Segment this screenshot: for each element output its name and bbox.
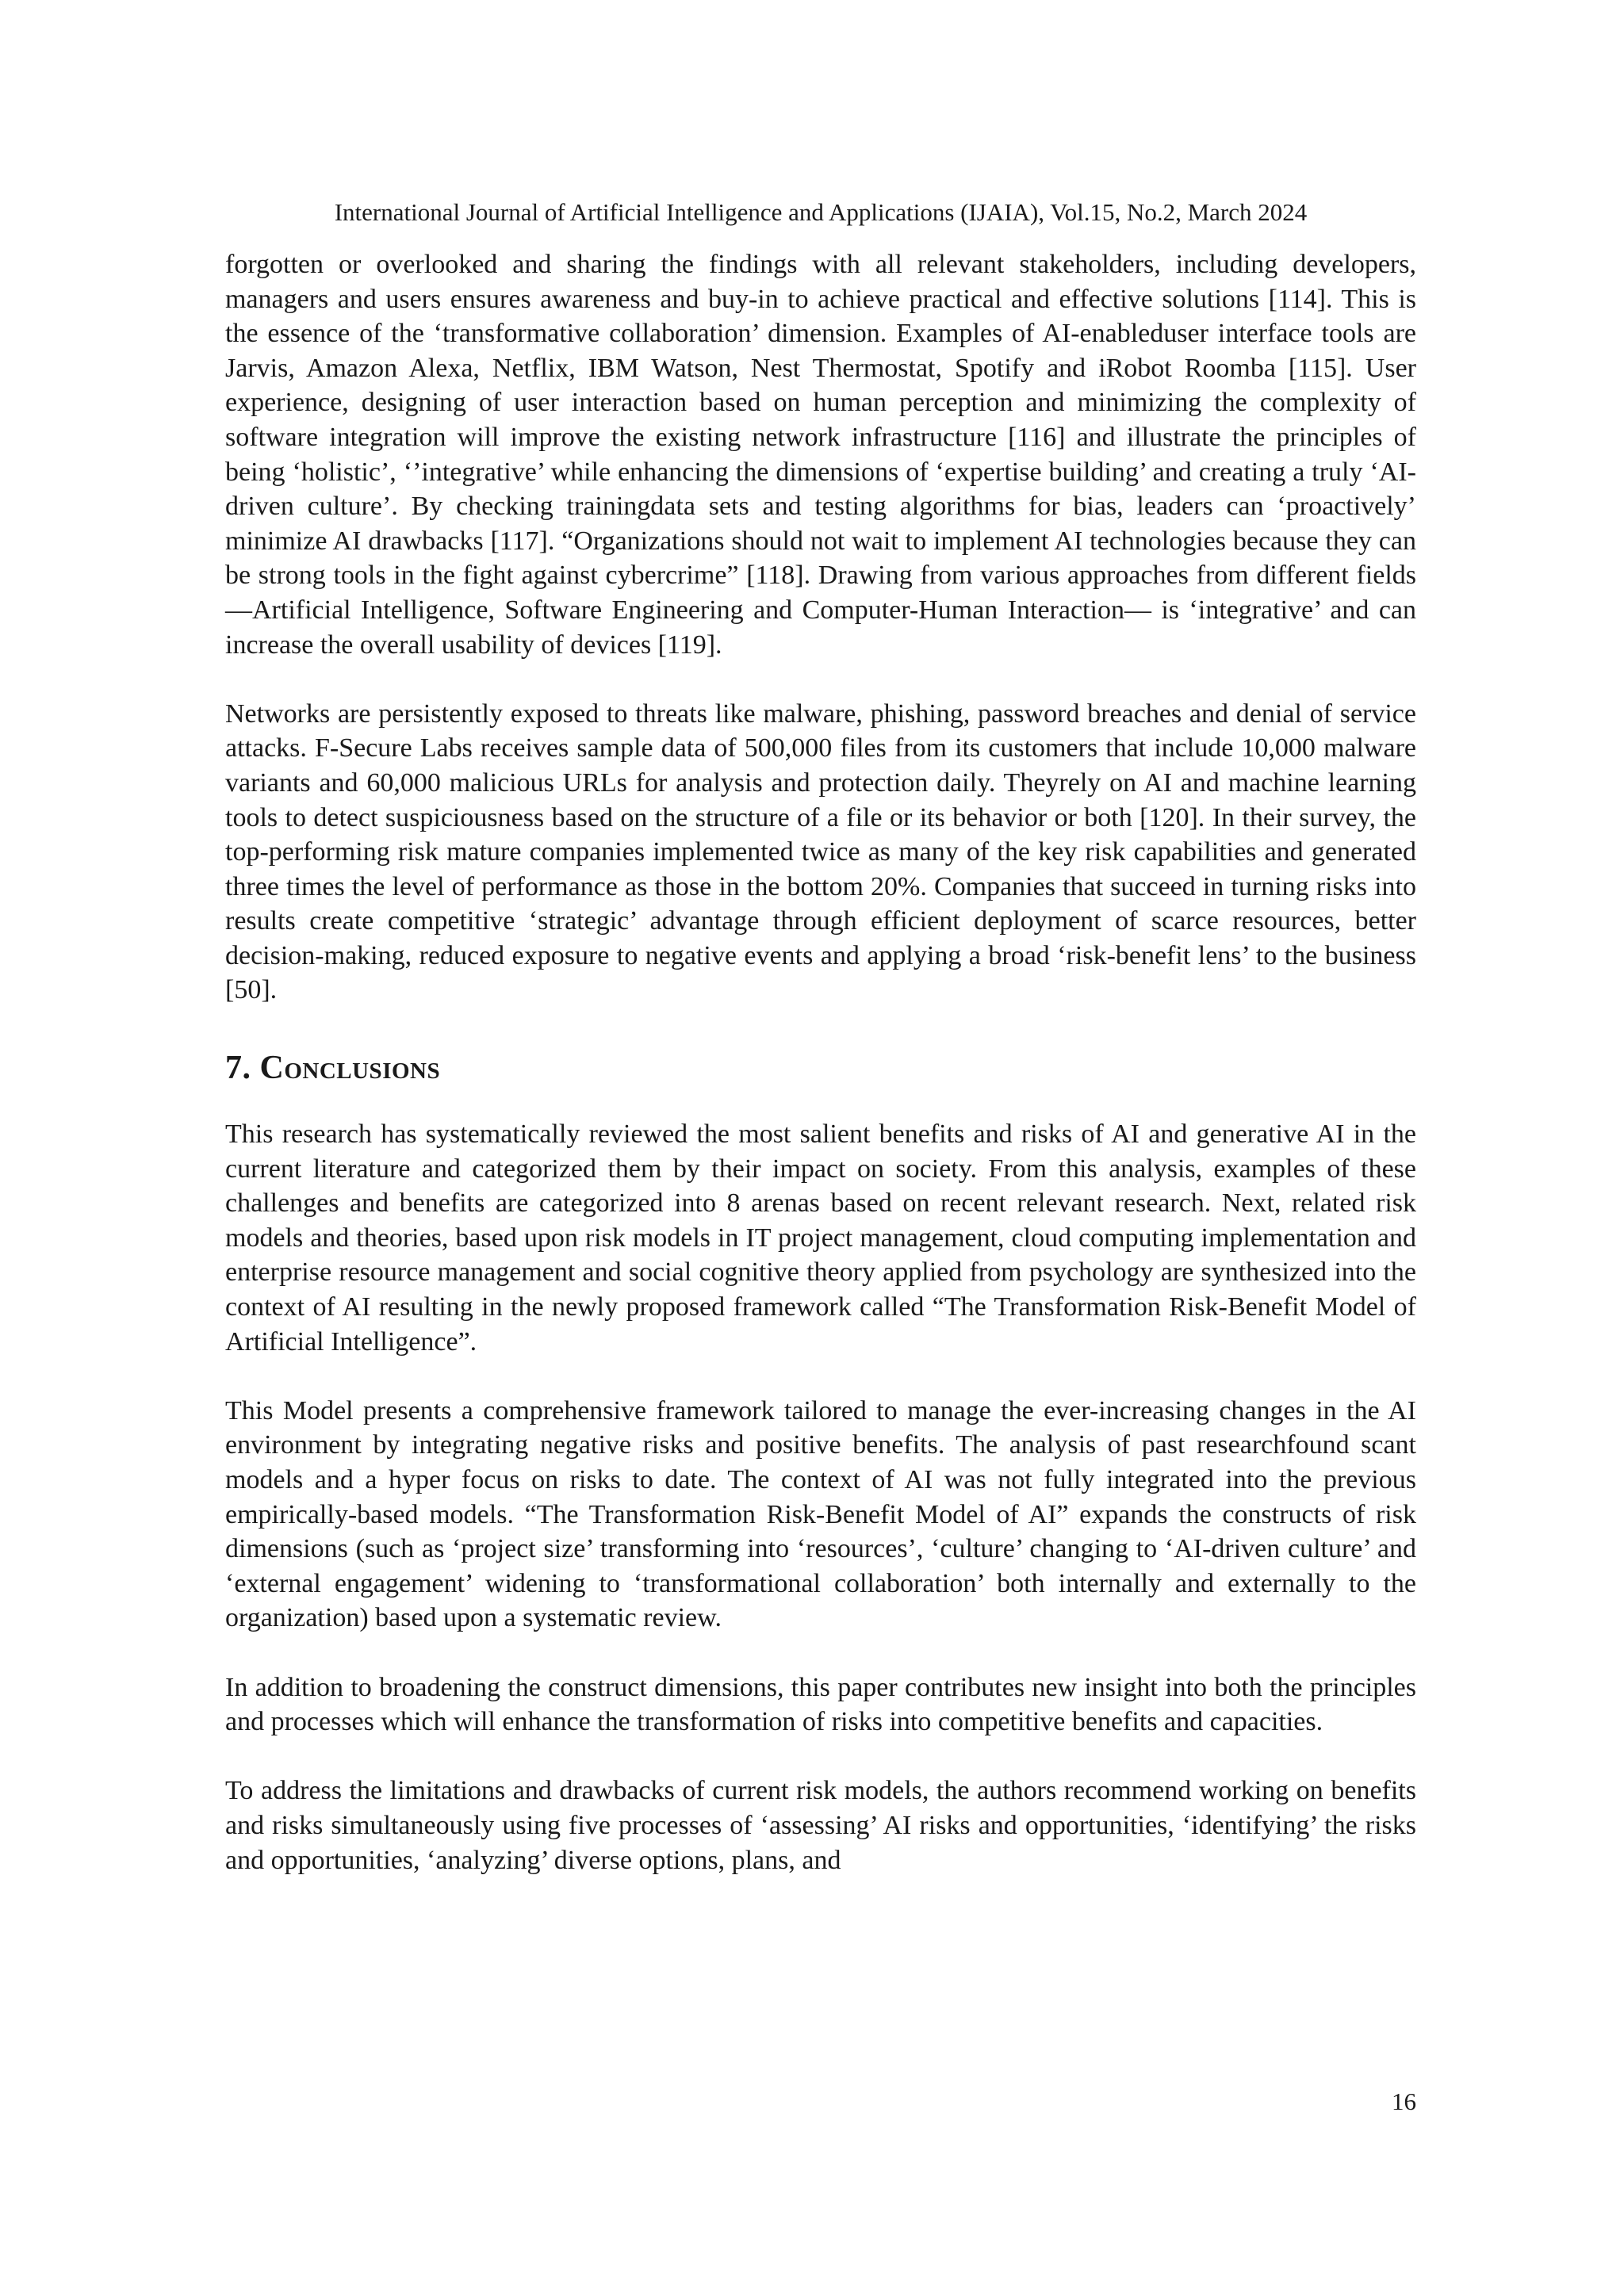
body-paragraph: forgotten or overlooked and sharing the findings with all relevant stakeholders, including developers, managers and users ensures awareness and buy-in to achieve practical and effective solutions [114]. This is the essence of the ‘transformative collaboration’ dimension. Examples of AI-enableduser interface tools are Jarvis, Amazon Alexa, Netflix, IBM Watson, Nest Thermostat, Spotify and iRobot Roomba [115]. User experience, designing of user interaction based on human perception and minimizing the complexity of software integration will improve the existing network infrastructure [116] and illustrate the principles of being ‘holistic’, ‘’integrative’ while enhancing the dimensions of ‘expertise building’ and creating a truly ‘AI-driven culture’. By checking trainingdata sets and testing algorithms for bias, leaders can ‘proactively’ minimize AI drawbacks [117]. “Organizations should not wait to implement AI technologies because they can be strong tools in the fight against cybercrime” [118]. Drawing from various approaches from different fields—Artificial Intelligence, Software Engineering and Computer-Human Interaction— is ‘integrative’ and can increase the overall usability of devices [119]. <box>225 250 1416 660</box>
page-number: 16 <box>1392 2087 1416 2115</box>
section-paragraph: In addition to broadening the construct dimensions, this paper contributes new insight into both the principles and processes which will enhance the transformation of risks into competitive benefits and capacities. <box>225 1672 1416 1737</box>
body-paragraph: Networks are persistently exposed to threats like malware, phishing, password breaches and denial of service attacks. F-Secure Labs receives sample data of 500,000 files from its customers that include 10,000 malware variants and 60,000 malicious URLs for analysis and protection daily. Theyrely on AI and machine learning tools to detect suspiciousness based on the structure of a file or its behavior or both [120]. In their survey, the top-performing risk mature companies implemented twice as many of the key risk capabilities and generated three times the level of performance as those in the bottom 20%. Companies that succeed in turning risks into results create competitive ‘strategic’ advantage through efficient deployment of scarce resources, better decision-making, reduced exposure to negative events and applying a broad ‘risk-benefit lens’ to the business [50]. <box>225 698 1416 1005</box>
section-paragraph: This research has systematically reviewed the most salient benefits and risks of AI and generative AI in the current literature and categorized them by their impact on society. From this analysis, examples of these challenges and benefits are categorized into 8 arenas based on recent relevant research. Next, related risk models and theories, based upon risk models in IT project management, cloud computing implementation and enterprise resource management and social cognitive theory applied from psychology are synthesized into the context of AI resulting in the newly proposed framework called “The Transformation Risk-Benefit Model of Artificial Intelligence”. <box>225 1119 1416 1357</box>
section-heading: 7. Conclusions <box>225 1050 441 1087</box>
paper-page <box>225 0 1416 2296</box>
body-text <box>225 247 1416 1877</box>
section-paragraph: To address the limitations and drawbacks of current risk models, the authors recommend working on benefits and risks simultaneously using five processes of ‘assessing’ AI risks and opportunities, ‘identifying’ the risks and opportunities, ‘analyzing’ diverse options, plans, and <box>225 1776 1416 1875</box>
section-paragraph: This Model presents a comprehensive framework tailored to manage the ever-increasing changes in the AI environment by integrating negative risks and positive benefits. The analysis of past researchfound scant models and a hyper focus on risks to date. The context of AI was not fully integrated into the previous empirically-based models. “The Transformation Risk-Benefit Model of AI” expands the constructs of risk dimensions (such as ‘project size’ transforming into ‘resources’, ‘culture’ changing to ‘AI-driven culture’ and ‘external engagement’ widening to ‘transformational collaboration’ both internally and externally to the organization) based upon a systematic review. <box>225 1395 1416 1633</box>
running-header: International Journal of Artificial Intelligence and Applications (IJAIA), Vol.15, No.2, March 2024 <box>334 198 1308 226</box>
